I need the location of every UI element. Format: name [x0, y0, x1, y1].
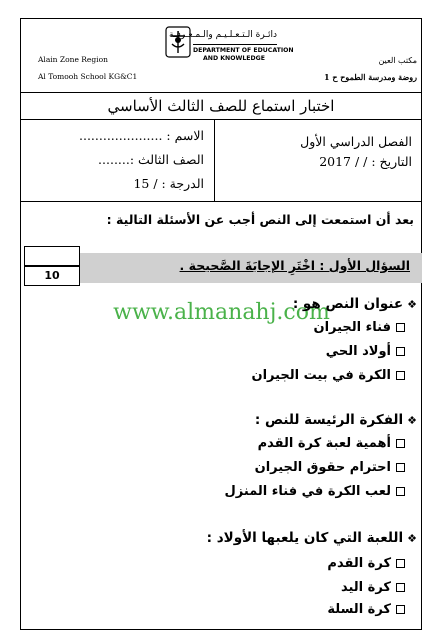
question-2-text: الفكرة الرئيسة للنص : — [254, 412, 404, 428]
checkbox-icon[interactable] — [396, 487, 405, 496]
checkbox-icon[interactable] — [396, 583, 405, 592]
diamond-bullet-icon: ❖ — [407, 532, 417, 545]
question-3-option-3[interactable] — [327, 602, 405, 617]
checkbox-icon[interactable] — [396, 371, 405, 380]
logo-divider — [193, 44, 277, 45]
school-name-en: Al Tomooh School KG&C1 — [38, 72, 138, 81]
watermark: www.almanahj.com — [113, 300, 330, 325]
checkbox-icon[interactable] — [396, 605, 405, 614]
class-field: الصف الثالث :........ — [98, 152, 204, 167]
option-label: كرة السلة — [327, 602, 391, 617]
department-logo — [165, 22, 294, 84]
checkbox-icon[interactable] — [396, 347, 405, 356]
student-info-box — [20, 120, 215, 202]
checkbox-icon[interactable] — [396, 323, 405, 332]
name-field: الاسم : ..................... — [79, 128, 204, 143]
question-2-option-3[interactable] — [225, 484, 405, 499]
exam-title: اختبار استماع للصف الثالث الأساسي — [20, 92, 422, 120]
option-label: لعب الكرة في فناء المنزل — [224, 484, 391, 499]
checkbox-icon[interactable] — [396, 559, 405, 568]
question-3-option-1[interactable] — [327, 556, 405, 571]
date-field: التاريخ : / / 2017 — [319, 154, 412, 169]
semester-label: الفصل الدراسي الأول — [300, 134, 412, 149]
option-label: كرة القدم — [327, 556, 391, 571]
question-1 — [293, 296, 417, 312]
grade-field: الدرجة : / 15 — [133, 176, 204, 191]
logo-arabic-text: دائـرة الـتـعـلـيـم والـمـعـرفـة — [169, 30, 277, 40]
checkbox-icon[interactable] — [396, 439, 405, 448]
logo-english-line1: DEPARTMENT OF EDUCATION — [193, 47, 294, 54]
question-2-option-1[interactable] — [258, 436, 405, 451]
option-label: أهمية لعبة كرة القدم — [257, 436, 391, 451]
question-2 — [255, 412, 417, 428]
question-2-option-2[interactable] — [255, 460, 405, 475]
exam-info-box — [215, 120, 422, 202]
checkbox-icon[interactable] — [396, 463, 405, 472]
option-label: أولاد الحي — [325, 344, 391, 359]
logo-english-line2: AND KNOWLEDGE — [203, 55, 265, 62]
question-3-option-2[interactable] — [341, 580, 405, 595]
school-name-ar: روضة ومدرسة الطموح ح 1 — [323, 72, 417, 82]
region-name: Alain Zone Region — [38, 55, 108, 64]
question-1-text: عنوان النص هو : — [292, 296, 404, 312]
score-box-total: 10 — [24, 266, 80, 286]
instruction-text: بعد أن استمعت إلى النص أجب عن الأسئلة التالية : — [106, 212, 414, 227]
question-3 — [207, 530, 417, 546]
diamond-bullet-icon: ❖ — [407, 298, 417, 311]
diamond-bullet-icon: ❖ — [407, 414, 417, 427]
question-1-option-2[interactable] — [326, 344, 405, 359]
office-name-ar: مكتب العين — [378, 56, 417, 65]
question-1-option-1[interactable] — [313, 320, 405, 335]
section-title — [80, 258, 410, 273]
option-label: كرة اليد — [340, 580, 391, 595]
section-title-text: السؤال الأول : اخْتَرِ الإجابَةَ الصَّحيحة . — [179, 258, 410, 273]
option-label: فناء الجيران — [313, 320, 391, 335]
score-box-empty — [24, 246, 80, 266]
question-1-option-3[interactable] — [251, 368, 405, 383]
option-label: الكرة في بيت الجيران — [251, 368, 391, 383]
option-label: احترام حقوق الجيران — [254, 460, 391, 475]
question-3-text: اللعبة التي كان يلعبها الأولاد : — [206, 530, 404, 546]
